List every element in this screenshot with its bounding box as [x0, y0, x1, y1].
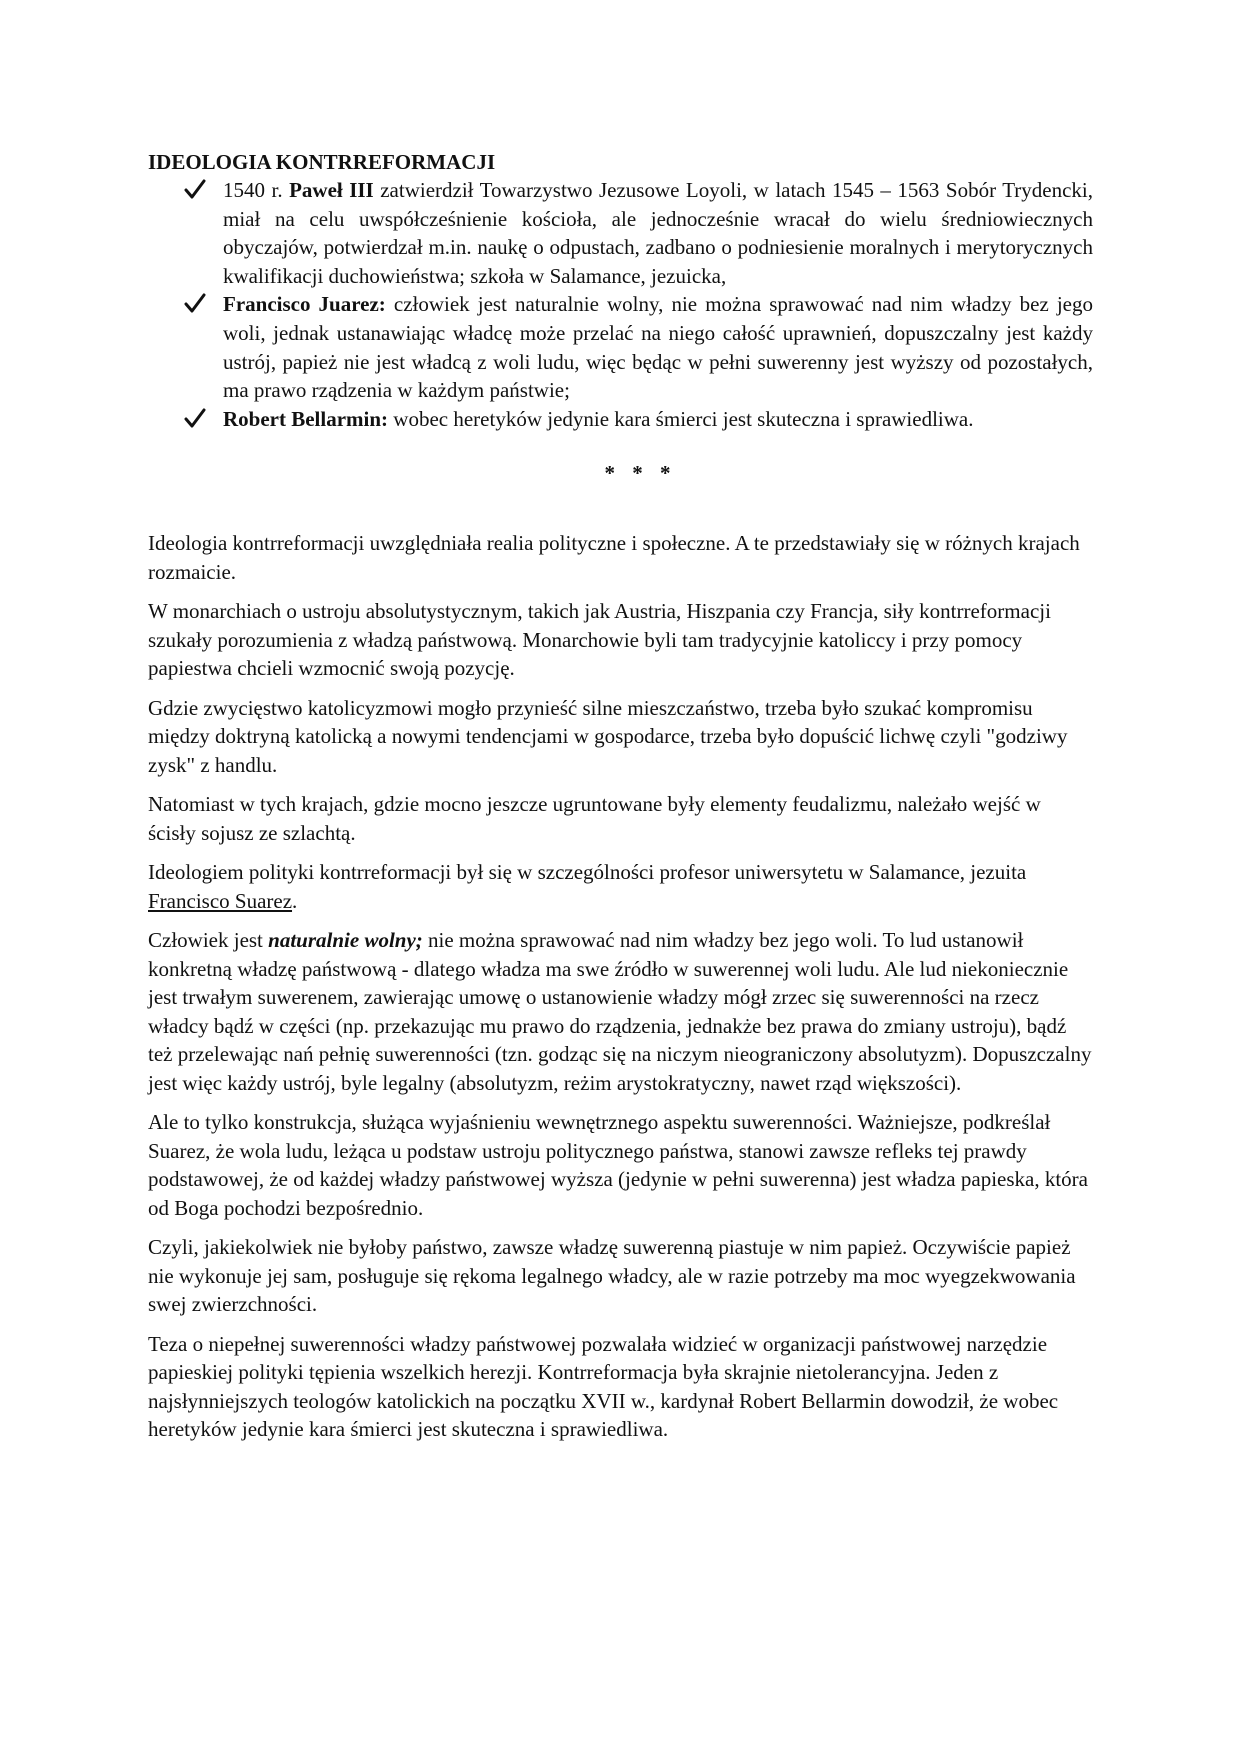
- item-text: wobec heretyków jedynie kara śmierci jest skuteczna i sprawiedliwa.: [388, 406, 974, 431]
- checklist-item: [148, 176, 1093, 290]
- body-text: [148, 529, 1093, 1444]
- checklist-item: [148, 405, 1093, 434]
- paragraph: Gdzie zwycięstwo katolicyzmowi mogło przynieść silne mieszczaństwo, trzeba było szukać kompromisu między doktryną katolicką a nowymi tendencjami w gospodarce, trzeba było dopuścić lichwę czyli "godziwy zysk" z handlu.: [148, 695, 1068, 777]
- item-name: Francisco Juarez:: [223, 292, 386, 317]
- paragraph-text: Ideologiem polityki kontrreformacji był się w szczególności profesor uniwersytetu w Salamance, jezuita: [148, 860, 1027, 885]
- paragraph: Ale to tylko konstrukcja, służąca wyjaśnieniu wewnętrznego aspektu suwerenności. Ważniejsze, podkreślał Suarez, że wola ludu, leżąca u podstaw ustroju politycznego państwa, stanowi zawsze refleks tej prawdy podstawowej, że od każdej władzy państwowej wyższa (jedynie w pełni suwerenna) jest władza papieska, która od Boga pochodzi bezpośrednio.: [148, 1110, 1088, 1220]
- checkmark-icon: [184, 407, 206, 429]
- checklist-item: [148, 290, 1093, 404]
- document-title: IDEOLOGIA KONTRREFORMACJI: [148, 150, 496, 174]
- item-text: człowiek jest naturalnie wolny, nie można sprawować nad nim władzy bez jego woli, jednak ustanawiając władcę może przelać na niego całość uprawnień, dopuszczalny jest każdy ustrój, papież nie jest władcą z woli ludu, więc będąc w pełni suwerenny jest wyższy od pozostałych, ma prawo rządzenia w każdym państwie;: [223, 292, 1094, 403]
- summary-checklist: [148, 176, 1093, 433]
- item-name: Robert Bellarmin:: [223, 406, 389, 431]
- item-prefix: 1540 r.: [223, 178, 290, 202]
- paragraph: Czyli, jakiekolwiek nie byłoby państwo, zawsze władzę suwerenną piastuje w nim papież. Oczywiście papież nie wykonuje jej sam, posługuje się rękoma legalnego władcy, ale w razie potrzeby ma moc wyegzekwowania swej zwierzchności.: [148, 1235, 1076, 1317]
- section-separator: * * *: [604, 461, 677, 486]
- paragraph-text: nie można sprawować nad nim władzy bez jego woli. To lud ustanowił konkretną władzę państwową - dlatego władza ma swe źródło w suwerennej woli ludu. Ale lud niekoniecznie jest trwałym suwerenem, zawierając umowę o ustanowienie władzy mógł zrzec się suwerenności na rzecz władcy bądź w części (np. przekazując mu prawo do rządzenia, jednakże bez prawa do zmiany ustroju), bądź też przelewając nań pełnię suwerenności (tzn. godząc się na niczym nieograniczony absolutyzm). Dopuszczalny jest więc każdy ustrój, byle legalny (absolutyzm, reżim arystokratyczny, nawet rząd większości).: [148, 928, 1092, 1095]
- paragraph-text: Człowiek jest: [148, 928, 269, 953]
- suarez-link[interactable]: Francisco Suarez: [148, 888, 293, 913]
- document-page: [148, 148, 1093, 1455]
- checkmark-icon: [184, 178, 206, 200]
- item-text: zatwierdził Towarzystwo Jezusowe Loyoli, w latach 1545 – 1563 Sobór Trydencki, miał na celu uwspółcześnienie kościoła, ale jednocześnie wracał do wielu średniowiecznych obyczajów, potwierdzał m.in. naukę o odpustach, zadbano o podniesienie moralnych i merytorycznych kwalifikacji duchowieństwa; szkoła w Salamance, jezuicka,: [223, 178, 1094, 288]
- paragraph-text: .: [292, 888, 298, 913]
- paragraph: [148, 858, 1093, 915]
- paragraph: Natomiast w tych krajach, gdzie mocno jeszcze ugruntowane były elementy feudalizmu, należało wejść w ścisły sojusz ze szlachtą.: [148, 792, 1041, 845]
- checkmark-icon: [184, 292, 206, 314]
- item-name: Paweł III: [289, 178, 374, 202]
- paragraph: [148, 926, 1093, 1097]
- emphasis-text: naturalnie wolny;: [268, 928, 423, 953]
- paragraph: Teza o niepełnej suwerenności władzy państwowej pozwalała widzieć w organizacji państwowej narzędzie papieskiej polityki tępienia wszelkich herezji. Kontrreformacja była skrajnie nietolerancyjna. Jeden z najsłynniejszych teologów katolickich na początku XVII w., kardynał Robert Bellarmin dowodził, że wobec heretyków jedynie kara śmierci jest skuteczna i sprawiedliwa.: [148, 1331, 1059, 1442]
- paragraph: Ideologia kontrreformacji uwzględniała realia polityczne i społeczne. A te przedstawiały się w różnych krajach rozmaicie.: [148, 531, 1080, 584]
- paragraph: W monarchiach o ustroju absolutystycznym, takich jak Austria, Hiszpania czy Francja, siły kontrreformacji szukały porozumienia z władzą państwową. Monarchowie byli tam tradycyjnie katoliccy i przy pomocy papiestwa chcieli wzmocnić swoją pozycję.: [148, 599, 1051, 681]
